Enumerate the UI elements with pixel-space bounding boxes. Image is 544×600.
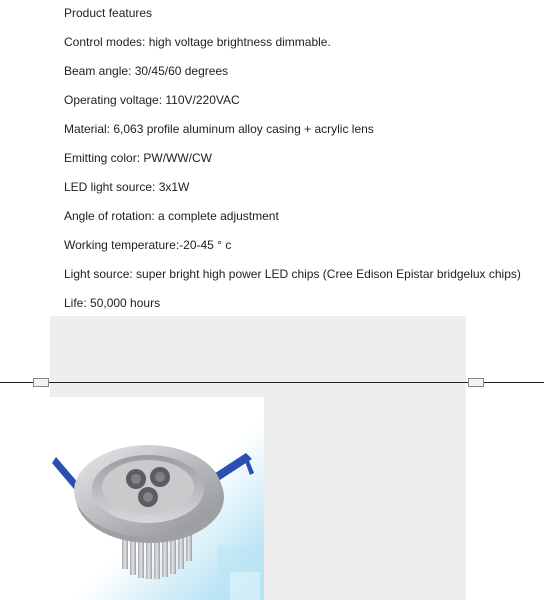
feature-control-modes: Control modes: high voltage brightness dimmable. <box>64 35 331 49</box>
page-break-divider <box>0 382 544 383</box>
left-resize-handle[interactable] <box>33 378 49 387</box>
led-downlight-icon <box>50 397 264 600</box>
feature-material: Material: 6,063 profile aluminum alloy casing + acrylic lens <box>64 122 374 136</box>
right-resize-handle[interactable] <box>468 378 484 387</box>
feature-led-light-source: LED light source: 3x1W <box>64 180 190 194</box>
feature-operating-voltage: Operating voltage: 110V/220VAC <box>64 93 240 107</box>
product-image <box>50 397 264 600</box>
feature-rotation-angle: Angle of rotation: a complete adjustment <box>64 209 279 223</box>
feature-life: Life: 50,000 hours <box>64 296 161 310</box>
feature-emitting-color: Emitting color: PW/WW/CW <box>64 151 213 165</box>
feature-beam-angle: Beam angle: 30/45/60 degrees <box>64 64 229 78</box>
features-heading: Product features <box>64 6 153 20</box>
feature-light-source-chips: Light source: super bright high power LED chips (Cree Edison Epistar bridgelux chips) <box>64 267 521 281</box>
feature-working-temperature: Working temperature:-20-45 ° c <box>64 238 232 252</box>
